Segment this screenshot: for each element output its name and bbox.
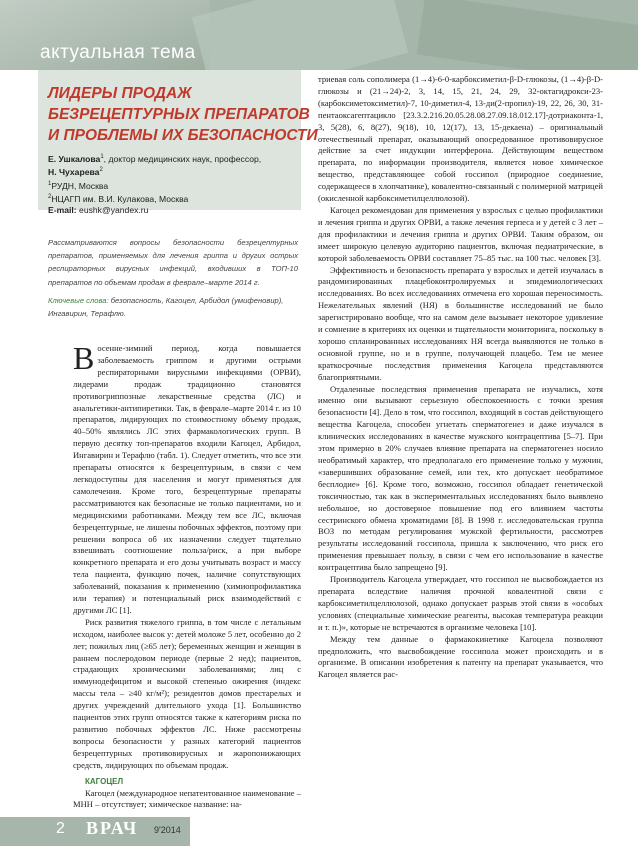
paragraph: Кагоцел рекомендован для применения у взрослых с целью профилактики и лечения гриппа и других ОРВИ, а также лечения герпеса и у детей с 3 лет – для профилактики и лечения гриппа и других ОРВИ. Таким образом, он имеет широкую целевую аудиторию пациентов, включая педиатрические, в которой заболеваемость ОРВИ составляет 75–85 тыс. на 100 тыс. человек [3]. [318,204,603,263]
title-line: БЕЗРЕЦЕПТУРНЫХ ПРЕПАРАТОВ [48,106,310,123]
banner-texture [417,0,638,70]
paragraph: Производитель Кагоцела утверждает, что госсипол не высвобождается из препарата вследствие наличия прочной ковалентной связи с карбоксиметилцеллюлозой, однако допускает разрыв этой связи в «особых условиях (специальные химические реагенты, высокая температура реакции и т. п.)», которые не встречаются в организме человека [10]. [318,574,603,632]
affil-mark: 1 [100,154,104,160]
authors-block [48,152,298,217]
drop-cap: В [73,340,95,376]
banner-texture [192,0,408,70]
email-link[interactable]: eushk@yandex.ru [76,205,149,216]
affil-mark: 1 [48,180,52,187]
title-line: ЛИДЕРЫ ПРОДАЖ [48,85,192,102]
paragraph: Эффективность и безопасность препарата у взрослых и детей изучалась в рандомизированных плацебоконтролируемых и эпидемиологических исследованиях. Во всех исследованиях отмечена его хорошая переносимость. Нежелательных явлений (НЯ) в большинстве исследований не было зарегистрировано вообще, что на самом деле вызывает некоторое удивление и сомнение в критериях их оценки и тщательности мониторинга, поскольку в хорошо спланированных исследованиях НЯ всегда выявляются не только в основной группе, но и в группе, получающей плацебо. Тем не менее краткосрочные последствия применения Кагоцела представляются благоприятными. [318,264,603,382]
paragraph [73,340,301,617]
author-name: Н. Чухарева [48,167,100,178]
abstract: Рассматриваются вопросы безопасности безрецептурных препаратов, применяемых для лечения гриппа и других острых респираторных вирусных инфекций, входивших в ТОП-10 препаратов по объемам продаж в феврале–марте 2014 г. [48,238,298,287]
affil-mark: 2 [48,194,52,201]
affiliation: РУДН, Москва [51,180,109,191]
affiliation: НЦАГП им. В.И. Кулакова, Москва [51,193,189,204]
paragraph: Между тем данные о фармакокинетике Кагоцела позволяют предположить, что высвобождение госсипола может происходить и в организме. В описании изобретения к патенту на препарат указывается, что Кагоцел является рас- [318,633,603,680]
paragraph: Кагоцел (международное непатентованное наименование – МНН – отсутствует; химическое название: на- [73,787,301,810]
section-rubric: актуальная тема [40,42,196,63]
body-column-left [73,340,301,811]
author-title: , доктор медицинских наук, профессор, [103,153,262,164]
author-name: Е. Ушкалова [48,153,101,164]
email-label: E-mail: [48,205,77,216]
paragraph-text: осенне-зимний период, когда повышается заболеваемость гриппом и другими острыми респираторными вирусными инфекциями (ОРВИ), лидерами продаж традиционно становятся противогриппозные лекарственные средства (ЛС) и анальгетики-антипиретики. Так, в феврале–марте 2014 г. из 10 препаратов, лидирующих по стоимостному объему продаж, 40–50% являлись ЛС этих фармакологических групп. В первую десятку топ-препаратов входили Кагоцел, Арбидол, Ингавирин и Терафлю (табл. 1). Следует отметить, что все эти препараты относятся к безрецептурным, в связи с чем легкодоступны для населения и могут применяться для самолечения. Кроме того, безрецептурные препараты рассматриваются как безопасные не только пациентами, но и медицинскими работниками. Между тем все ЛС, включая безрецептурные, не лишены побочных эффектов, поэтому при решении вопроса об их назначении следует тщательно взвешивать соотношение польза/риск, а при выборе конкретного препарата и его дозы учитывать возраст и массу тела пациента, функцию почек, наличие сопутствующих заболеваний, показания к применению (химиопрофилактика или терапия) и потенциальный риск взаимодействий с другими ЛС [1]. [73,343,301,615]
page-number: 2 [56,820,65,837]
affil-mark: 2 [99,167,103,174]
keywords-text: безопасность, Кагоцел, Арбидол (умифеновир), Ингавирин, Терафлю. [48,296,284,319]
title-line: И ПРОБЛЕМЫ ИХ БЕЗОПАСНОСТИ [48,127,318,144]
body-column-right [318,74,603,681]
paragraph: Отдаленные последствия применения препарата не изучались, хотя именно они вызывают серьезную обеспокоенность с точки зрения безопасности [4]. Дело в том, что госсипол, входящий в состав действующего вещества Кагоцела, способен угнетать сперматогенез и даже изучался в клинических исследованиях в качестве мужского контрацептива [5–7]. При этом примерно в 20% случаев влияние препарата на сперматогенез носило необратимый характер, что предполагало его применение только у мужчин, «завершивших образование семей, или тех, кто допускает необратимое бесплодие» [6]. Кроме того, возможно, госсипол обладает генетической токсичностью, так как в экспериментальных исследованиях было выявлено небольшое, но достоверное повышение под его влиянием частоты сестринского обмена хроматидами [8]. В 1998 г. исследовательская группа ВОЗ по методам регулирования мужской фертильности, рассмотрев результаты исследований госсипола, пришла к заключению, что риск его применения превышает пользу, в связи с чем его использование в качестве контрацептива было запрещено [9]. [318,383,603,573]
journal-name: ВРАЧ [86,818,139,838]
subheading: КАГОЦЕЛ [85,776,124,786]
keywords-label: Ключевые слова: [48,296,109,305]
paragraph: триевая соль сополимера (1→4)-6-0-карбоксиметил-β-D-глюкозы, (1→4)-β-D-глюкозы и (21→24)-2, 3, 14, 15, 21, 24, 29, 32-октагидрокси-23-(карбоксиметоксиметил)-7, 10-диметил-4, 13-ди(2-пропил)-19, 22, 26, 30, 31-пентаоксагептацикло [23.3.2.216.20.05.28.08.27.09.18.012.17]-дотриаконта-1, 3, 5(28), 6, 8(27), 9(18), 10, 12(17), 13, 15-декаена) – оригинальный отечественный препарат, оказывающий опосредованное противовирусное действие за счет индукции интерферона. Действующим веществом препарата, по информации производителя, является новое химическое вещество, представляющее собой госсипол (природное соединение, содержащееся в хлопчатнике), ковалентно-связанный с полимерной матрицей (окисленной карбоксиметилцеллюлозой). [318,74,603,204]
paragraph: Риск развития тяжелого гриппа, в том числе с летальным исходом, наиболее высок у: детей моложе 5 лет, особенно до 2 лет; пожилых лиц (≥65 лет); беременных женщин и женщин в раннем послеродовом периоде (первые 2 нед); пациентов, страдающих хроническими заболеваниями; лиц с иммунодефицитом и высокой степенью ожирения (индекс массы тела – ≥40 кг/м²); резидентов домов престарелых и других учреждений длительного ухода [1]. Большинство пациентов этих групп относятся также к категориям риска по развитию побочных эффектов ЛС. Ниже рассмотрены вопросы безопасности у разных категорий пациентов безрецептурных противовирусных и жаропонижающих средств, лидирующих по объемам продаж. [73,616,301,770]
issue-number: 9'2014 [154,825,181,835]
article-title [48,83,318,146]
keywords [48,294,298,320]
